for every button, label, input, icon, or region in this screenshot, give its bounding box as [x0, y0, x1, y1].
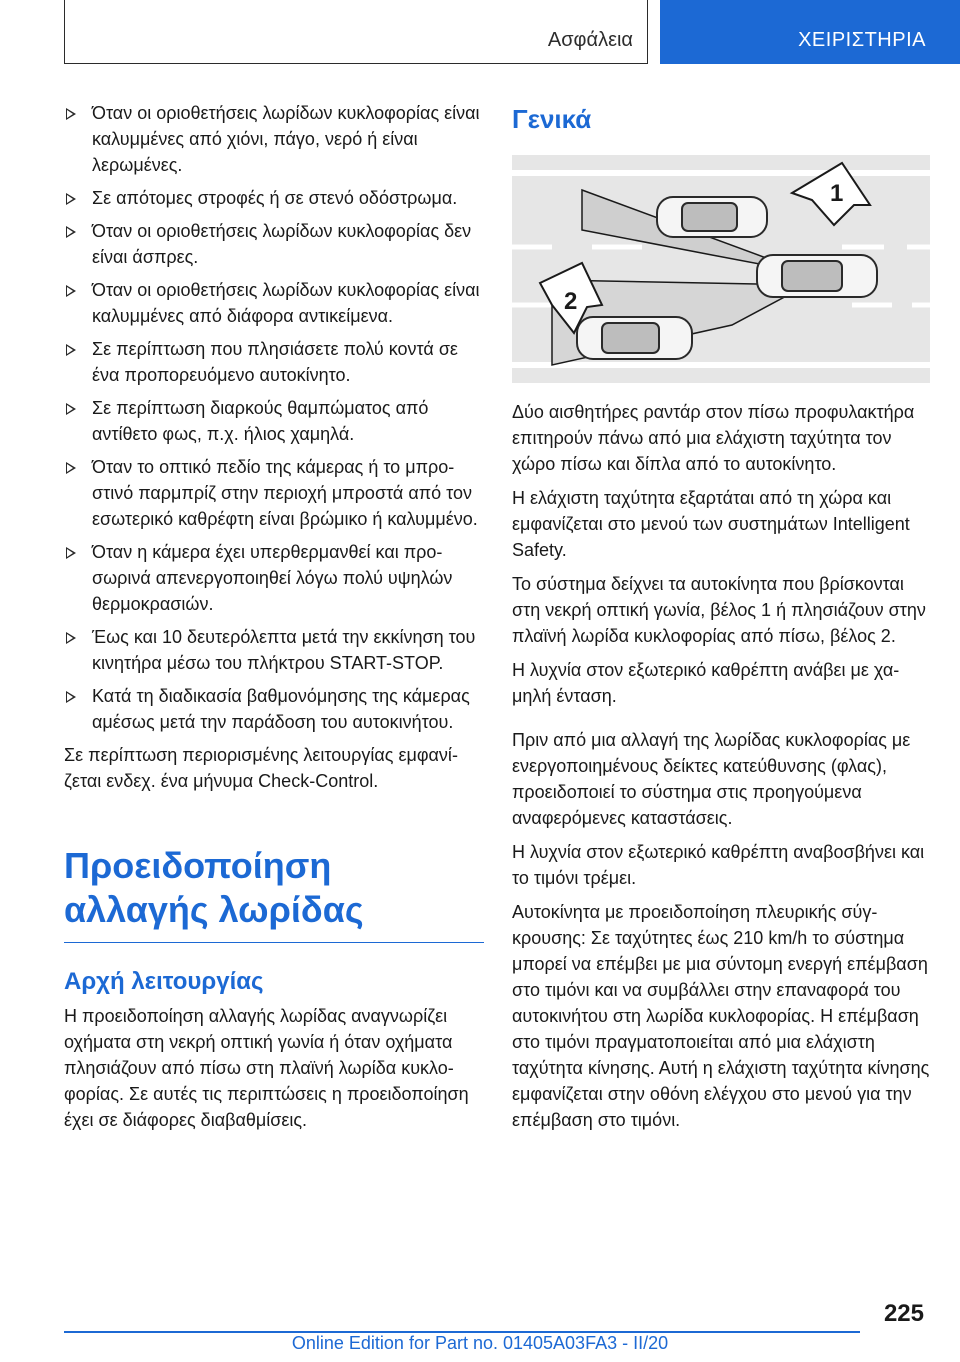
list-item: Σε απότομες στροφές ή σε στενό οδόστρωμα. — [64, 185, 484, 211]
list-item: Κατά τη διαδικασία βαθμονόμησης της κάμερας αμέσως μετά την παράδοση του αυτοκινήτου. — [64, 683, 484, 735]
page-number: 225 — [883, 1300, 924, 1327]
paragraph-side-collision: Αυτοκίνητα με προειδοποίηση πλευρικής σύγκρουσης: Σε ταχύτητες έως 210 km/h το σύστημα μπορεί να επέμβει με μια σύντομη ενεργή επέμβαση στο τιμόνι και να συμβάλλει στην επαναφορά του αυτοκινήτου στη λωρίδα κυκλοφορίας. Η επέμβαση στο τιμόνι πραγματοποιείται από μια ελάχιστη ταχύτητα κίνησης. Αυτή η ελάχιστη ταχύτητα κίνησης εμφανίζεται στην οθόνη ελέγχου στο μενού για την επέμβαση στο τιμόνι. — [512, 902, 930, 1130]
lane-change-illustration — [512, 155, 930, 383]
list-item: Όταν οι οριοθετήσεις λωρίδων κυκλοφορίας είναι καλυμμένες από χιόνι, πάγο, νερό ή είναι λερωμένες. — [64, 100, 484, 178]
triangle-bullet-icon — [66, 691, 76, 703]
header-chapter-title: ΧΕΙΡΙΣΤΗΡΙΑ — [798, 29, 926, 51]
general-heading: Γενικά — [512, 104, 592, 134]
triangle-bullet-icon — [66, 547, 76, 559]
svg-text:2: 2 — [564, 288, 578, 315]
header-chapter-tab[interactable] — [660, 0, 960, 64]
triangle-bullet-icon — [66, 108, 76, 120]
list-item: Έως και 10 δευτερόλεπτα μετά την εκκίνηση του κινητήρα μέσω του πλήκτρου START-STOP. — [64, 624, 484, 676]
left-column — [64, 100, 484, 1141]
paragraph-mirror-light: Η λυχνία στον εξωτερικό καθρέπτη ανάβει με χαμηλή ένταση. — [512, 660, 900, 706]
list-item: Σε περίπτωση που πλησιάσετε πολύ κοντά σε ένα προπορευόμενο αυτοκίνητο. — [64, 336, 484, 388]
section-heading: Προειδοποίηση αλλαγής λωρίδας — [64, 844, 484, 943]
list-item: Όταν οι οριοθετήσεις λωρίδων κυκλοφορίας είναι καλυμμένες από διάφορα αντικείμενα. — [64, 277, 484, 329]
subsection-heading: Αρχή λειτουργίας — [64, 968, 264, 995]
triangle-bullet-icon — [66, 632, 76, 644]
paragraph-arrows: Το σύστημα δείχνει τα αυτοκίνητα που βρίσκονται στη νεκρή οπτική γωνία, βέλος 1 ή πλησιάζουν στην πλαϊνή λωρίδα κυκλοφορίας από πίσω, βέλος 2. — [512, 574, 926, 646]
triangle-bullet-icon — [66, 462, 76, 474]
principle-paragraph: Η προειδοποίηση αλλαγής λωρίδας αναγνωρίζει οχήματα στη νεκρή οπτική γωνία ή όταν οχήματα πλησιάζουν από πίσω στη πλαϊνή λωρίδα κυκλοφορίας. Σε αυτές τις περιπτώσεις η προειδοποίηση έχει σε διάφορες διαβαθμίσεις. — [64, 1006, 469, 1130]
car-1 — [657, 197, 767, 237]
limitations-list — [64, 100, 484, 735]
svg-text:1: 1 — [830, 180, 844, 207]
paragraph-indicators: Πριν από μια αλλαγή της λωρίδας κυκλοφορίας με ενεργοποιημένους δείκτες κατεύθυνσης (φλας), προειδοποιεί το σύστημα στις προηγούμενα αναφερόμενες καταστάσεις. — [512, 730, 911, 828]
triangle-bullet-icon — [66, 226, 76, 238]
check-control-note: Σε περίπτωση περιορισμένης λειτουργίας εμφανίζεται ενδεχ. ένα μήνυμα Check-Control. — [64, 745, 458, 791]
paragraph-radar: Δύο αισθητήρες ραντάρ στον πίσω προφυλακτήρα επιτηρούν πάνω από μια ελάχιστη ταχύτητα τον χώρο πίσω και δίπλα από το αυτοκίνητο. — [512, 402, 915, 474]
triangle-bullet-icon — [66, 193, 76, 205]
car-3 — [577, 317, 692, 359]
list-item: Όταν το οπτικό πεδίο της κάμερας ή το μπροστινό παρμπρίζ στην περιοχή μπροστά από τον εσωτερικό καθρέφτη είναι βρώμικο ή καλυμμένο. — [64, 454, 484, 532]
triangle-bullet-icon — [66, 285, 76, 297]
triangle-bullet-icon — [66, 344, 76, 356]
right-column — [512, 100, 932, 1141]
car-2 — [757, 255, 877, 297]
list-item: Όταν οι οριοθετήσεις λωρίδων κυκλοφορίας δεν είναι άσπρες. — [64, 218, 484, 270]
paragraph-flashing: Η λυχνία στον εξωτερικό καθρέπτη αναβοσβήνει και το τιμόνι τρέμει. — [512, 842, 925, 888]
header-section-title: Ασφάλεια — [547, 29, 633, 51]
paragraph-min-speed: Η ελάχιστη ταχύτητα εξαρτάται από τη χώρα και εμφανίζεται στο μενού των συστημάτων Intelligent Safety. — [512, 488, 910, 560]
triangle-bullet-icon — [66, 403, 76, 415]
list-item: Σε περίπτωση διαρκούς θαμπώματος από αντίθετο φως, π.χ. ήλιος χαμηλά. — [64, 395, 484, 447]
header-section-box — [64, 0, 648, 64]
list-item: Όταν η κάμερα έχει υπερθερμανθεί και προσωρινά απενεργοποιηθεί λόγω πολύ υψηλών θερμοκρασιών. — [64, 539, 484, 617]
footer-edition: Online Edition for Part no. 01405A03FA3 - II/20 — [291, 1333, 669, 1353]
